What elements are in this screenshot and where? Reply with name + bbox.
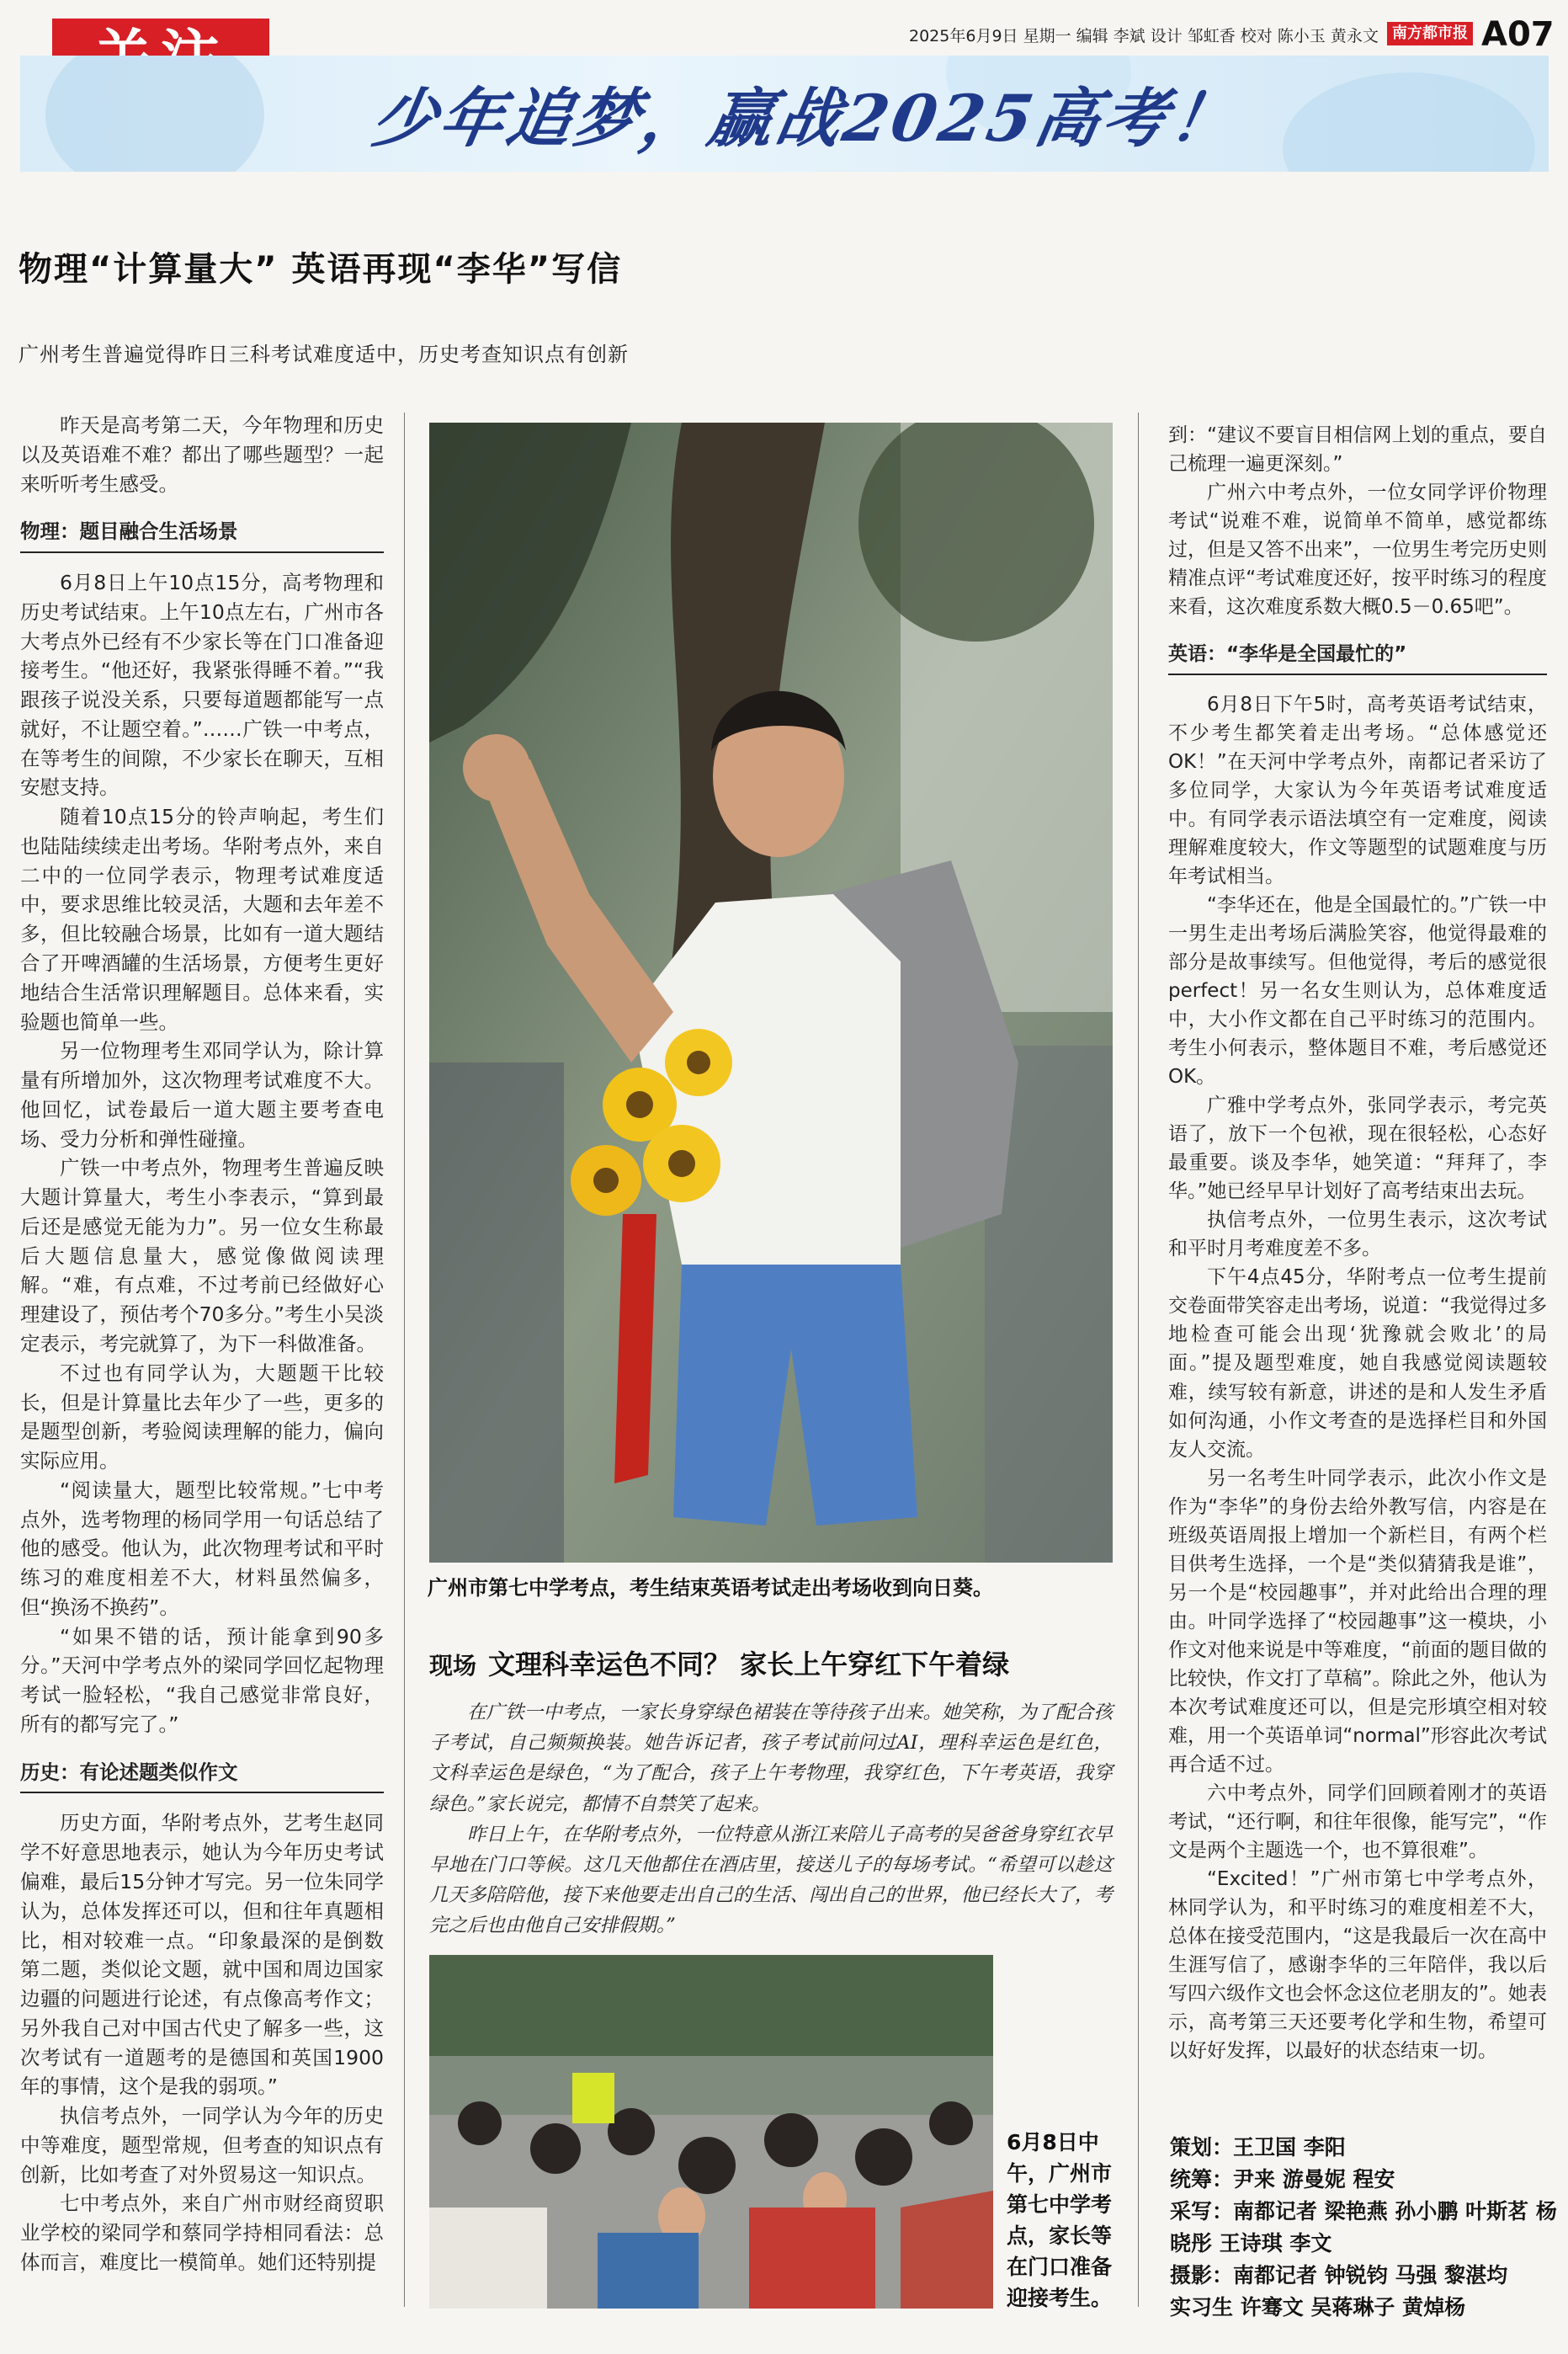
paragraph: 六中考点外，同学们回顾着刚才的英语考试，“还行啊，和往年很像，能写完”，“作文是两个主题选一个，也不算很难”。 xyxy=(1168,1781,1547,1861)
paragraph: 执信考点外，一位男生表示，这次考试和平时月考难度差不多。 xyxy=(1168,1209,1547,1260)
banner-slogan: 少年追梦，赢战2025高考！ xyxy=(366,81,1245,156)
scene-tag: 现场 xyxy=(429,1652,477,1680)
credit-line: 采写：南都记者 梁艳燕 孙小鹏 叶斯茗 杨晓彤 王诗琪 李文 xyxy=(1170,2199,1557,2255)
paragraph: 随着10点15分的铃声响起，考生们也陆陆续续走出考场。华附考点外，来自二中的一位同学表示，物理考试难度适中，要求思维比较灵活，大题和去年差不多，但比较融合场景，比如有一道大题结合了开啤酒罐的生活场景，方便考生更好地结合生活常识理解题目。总体来看，实验题也简单一些。 xyxy=(20,805,384,1034)
paragraph: “Excited！”广州市第七中学考点外，林同学认为，和平时练习的难度相差不大，总体在接受范围内，“这是我最后一次在高中生涯写信了，感谢李华的三年陪伴，我以后写四六级作文也会怀念这位老朋友的”。她表示，高考第三天还要考化学和生物，希望可以好好发挥，以最好的状态结束一切。 xyxy=(1168,1867,1547,2062)
paragraph: 到：“建议不要盲目相信网上划的重点，要自己梳理一遍更深刻。” xyxy=(1168,424,1547,476)
paragraph: 6月8日上午10点15分，高考物理和历史考试结束。上午10点左右，广州市各大考点外已经有不少家长等在门口准备迎接考生。“他还好，我紧张得睡不着。”“我跟孩子说没关系，只要每道题都能写一点就好，不让题空着。”……广铁一中考点，在等考生的间隙，不少家长在聊天，互相安慰支持。 xyxy=(20,571,384,800)
photo-illustration xyxy=(429,1955,993,2309)
paragraph: “李华还在，他是全国最忙的。”广铁一中一男生走出考场后满脸笑容，他觉得最难的部分是故事续写。但他觉得，考后的感觉很perfect！另一名女生则认为，总体难度适中，大小作文都在自己平时练习的范围内。考生小何表示，整体题目不难，考后感觉还OK。 xyxy=(1168,894,1547,1089)
credit-line: 摄影：南都记者 钟锐钧 马强 黎湛均 xyxy=(1170,2263,1508,2287)
scene-section-title xyxy=(429,1643,1009,1682)
paragraph: 七中考点外，来自广州市财经商贸职业学校的梁同学和蔡同学持相同看法：总体而言，难度比一模简单。她们还特别提 xyxy=(20,2192,384,2274)
photo-illustration xyxy=(429,423,1113,1563)
subheadline: 广州考生普遍觉得昨日三科考试难度适中，历史考查知识点有创新 xyxy=(19,343,629,366)
paragraph: 不过也有同学认为，大题题干比较长，但是计算量比去年少了一些，更多的是题型创新，考验阅读理解的能力，偏向实际应用。 xyxy=(20,1361,384,1473)
paragraph: 昨日上午，在华附考点外，一位特意从浙江来陪儿子高考的吴爸爸身穿红衣早早地在门口等候。这几天他都住在酒店里，接送儿子的每场考试。“希望可以趁这几天多陪陪他，接下来他要走出自己的生活、闯出自己的世界，他已经长大了，考完之后也由他自己安排假期。” xyxy=(429,1823,1113,1937)
newspaper-logo: 南方都市报 xyxy=(1387,22,1473,45)
column-divider xyxy=(404,413,405,2307)
paragraph: 下午4点45分，华附考点一位考生提前交卷面带笑容走出考场，说道：“我觉得过多地检查可能会出现‘犹豫就会败北’的局面。”提及题型难度，她自我感觉阅读题较难，续写较有新意，讲述的是和人发生矛盾如何沟通，小作文考查的是选择栏目和外国友人交流。 xyxy=(1168,1266,1547,1461)
right-column xyxy=(1168,421,1547,2065)
intro-paragraph: 昨天是高考第二天，今年物理和历史以及英语难不难？都出了哪些题型？一起来听听考生感受。 xyxy=(20,413,384,496)
main-photo-caption: 广州市第七中学考点，考生结束英语考试走出考场收到向日葵。 xyxy=(428,1576,993,1600)
banner xyxy=(20,56,1549,172)
credits xyxy=(1170,2132,1557,2324)
scene-title-text: 文理科幸运色不同？ 家长上午穿红下午着绿 xyxy=(488,1648,1010,1680)
paragraph: “如果不错的话，预计能拿到90多分。”天河中学考点外的梁同学回忆起物理考试一脸轻松，“我自己感觉非常良好，所有的都写完了。” xyxy=(20,1624,384,1736)
paragraph: 在广铁一中考点，一家长身穿绿色裙装在等待孩子出来。她笑称，为了配合孩子考试，自己频频换装。她告诉记者，孩子考试前问过AI，理科幸运色是红色，文科幸运色是绿色，“为了配合，孩子上午考物理，我穿红色，下午考英语，我穿绿色。”家长说完，都情不自禁笑了起来。 xyxy=(429,1702,1113,1815)
small-photo-caption: 6月8日中午，广州市第七中学考点，家长等在门口准备迎接考生。 xyxy=(1007,2130,1113,2310)
paragraph: 广铁一中考点外，物理考生普遍反映大题计算量大，考生小李表示，“算到最后还是感觉无能为力”。另一位女生称最后大题信息量大，感觉像做阅读理解。“难，有点难，不过考前已经做好心理建设了，预估考个70多分。”考生小吴淡定表示，考完就算了，为下一科做准备。 xyxy=(20,1156,384,1355)
issue-meta: 2025年6月9日 星期一 编辑 李斌 设计 邹虹香 校对 陈小玉 黄永文 xyxy=(909,27,1379,45)
parents-waiting-photo xyxy=(429,1955,993,2309)
student-sunflower-photo xyxy=(429,423,1113,1563)
left-column xyxy=(20,411,384,2277)
column-divider xyxy=(1138,413,1139,2307)
paragraph: 6月8日下午5时，高考英语考试结束，不少考生都笑着走出考场。“总体感觉还OK！”在天河中学考点外，南都记者采访了多位同学，大家认为今年英语考试难度适中。有同学表示语法填空有一定难度，阅读理解难度较大，作文等题型的试题难度与历年考试相当。 xyxy=(1168,694,1547,888)
paragraph: 历史方面，华附考点外，艺考生赵同学不好意思地表示，她认为今年历史考试偏难，最后15分钟才写完。另一位朱同学认为，总体发挥还可以，但和往年真题相比，相对较难一点。“印象最深的是倒数第二题，类似论文题，就中国和周边国家边疆的问题进行论述，有点像高考作文；另外我自己对中国古代史了解多一些，这次考试有一道题考的是德国和英国1900年的事情，这个是我的弱项。” xyxy=(20,1811,384,2099)
credit-line: 统筹：尹来 游曼妮 程安 xyxy=(1170,2167,1395,2192)
paragraph: 执信考点外，一同学认为今年的历史中等难度，题型常规，但考查的知识点有创新，比如考查了对外贸易这一知识点。 xyxy=(20,2104,384,2186)
page-number: A07 xyxy=(1481,15,1555,54)
credit-line: 实习生 许骞文 吴蒋琳子 黄焯杨 xyxy=(1170,2295,1466,2319)
paragraph: 广雅中学考点外，张同学表示，考完英语了，放下一个包袱，现在很轻松，心态好最重要。谈及李华，她笑道：“拜拜了，李华。”她已经早早计划好了高考结束出去玩。 xyxy=(1168,1094,1547,1203)
credit-line: 策划：王卫国 李阳 xyxy=(1170,2135,1346,2160)
history-section-title: 历史：有论述题类似作文 xyxy=(20,1758,384,1794)
paragraph: 另一名考生叶同学表示，此次小作文是作为“李华”的身份去给外教写信，内容是在班级英语周报上增加一个新栏目，有两个栏目供考生选择，一个是“类似猜猜我是谁”，另一个是“校园趣事”，并对此给出合理的理由。叶同学选择了“校园趣事”这一模块，小作文对他来说是中等难度，“前面的题目做的比较快，作文打了草稿”。除此之外，他认为本次考试难度还可以，但是完形填空相对较难，用一个英语单词“normal”形容此次考试再合适不过。 xyxy=(1168,1467,1547,1776)
paragraph: 广州六中考点外，一位女同学评价物理考试“说难不难，说简单不简单，感觉都练过，但是又答不出来”，一位男生考完历史则精准点评“考试难度还好，按平时练习的程度来看，这次难度系数大概0.5－0.65吧”。 xyxy=(1168,482,1547,619)
scene-body xyxy=(429,1697,1113,1941)
headline: 物理“计算量大” 英语再现“李华”写信 xyxy=(19,250,623,289)
physics-section-title: 物理：题目融合生活场景 xyxy=(20,517,384,553)
paragraph: 另一位物理考生邓同学认为，除计算量有所增加外，这次物理考试难度不大。他回忆，试卷最后一道大题主要考查电场、受力分析和弹性碰撞。 xyxy=(20,1039,384,1151)
english-section-title: 英语：“李华是全国最忙的” xyxy=(1168,640,1547,675)
paragraph: “阅读量大，题型比较常规。”七中考点外，选考物理的杨同学用一句话总结了他的感受。他认为，此次物理考试和平时练习的难度相差不大，材料虽然偏多，但“换汤不换药”。 xyxy=(20,1478,384,1619)
